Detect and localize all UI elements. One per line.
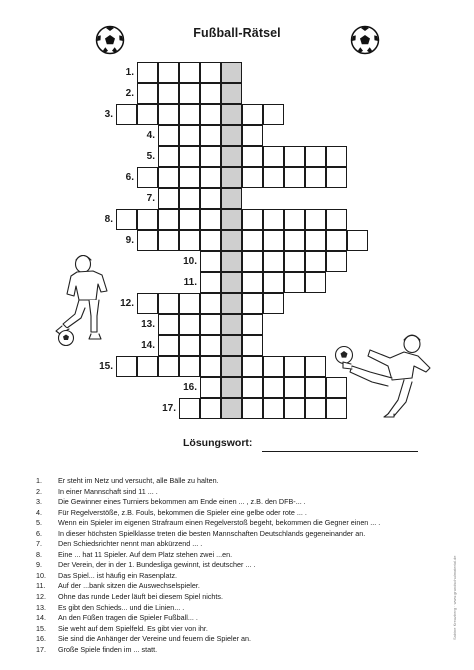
solution-cell[interactable] xyxy=(221,83,242,104)
crossword-cell[interactable] xyxy=(137,62,158,83)
clue-item xyxy=(36,571,456,582)
clue-number: 8. xyxy=(36,549,42,559)
crossword-cell[interactable] xyxy=(158,83,179,104)
clue-number-label: 4. xyxy=(146,130,155,141)
clue-text: Der Verein, der in der 1. Bundesliga gewinnt, ist deutscher ... . xyxy=(58,560,256,570)
clue-number: 1. xyxy=(36,476,42,485)
crossword-cell[interactable] xyxy=(200,146,221,167)
clue-text: Er steht im Netz und versucht, alle Bälle zu halten. xyxy=(58,476,219,485)
clue-number-label: 13. xyxy=(141,319,155,330)
clue-number: 2. xyxy=(36,486,42,496)
crossword-cell[interactable] xyxy=(179,293,200,314)
clue-number: 13. xyxy=(36,602,46,612)
crossword-cell[interactable] xyxy=(137,167,158,188)
solution-cell[interactable] xyxy=(221,125,242,146)
clue-item xyxy=(36,518,456,529)
crossword-cell[interactable] xyxy=(305,209,326,230)
clue-number: 9. xyxy=(36,560,42,570)
crossword-cell[interactable] xyxy=(137,209,158,230)
crossword-cell[interactable] xyxy=(305,377,326,398)
clue-number: 5. xyxy=(36,518,42,528)
crossword-cell[interactable] xyxy=(242,377,263,398)
crossword-cell[interactable] xyxy=(242,335,263,356)
crossword-cell[interactable] xyxy=(305,251,326,272)
solution-cell[interactable] xyxy=(221,314,242,335)
crossword-cell[interactable] xyxy=(200,377,221,398)
crossword-cell[interactable] xyxy=(179,62,200,83)
clue-number-label: 8. xyxy=(104,214,113,225)
crossword-cell[interactable] xyxy=(263,293,284,314)
crossword-cell[interactable] xyxy=(158,230,179,251)
clue-item xyxy=(36,508,456,519)
clue-item xyxy=(36,539,456,550)
crossword-cell[interactable] xyxy=(242,272,263,293)
crossword-cell[interactable] xyxy=(179,314,200,335)
solution-cell[interactable] xyxy=(221,230,242,251)
clue-number-label: 3. xyxy=(104,109,113,120)
clue-number-label: 6. xyxy=(125,172,134,183)
crossword-cell[interactable] xyxy=(305,356,326,377)
clue-number-label: 1. xyxy=(125,67,134,78)
clue-text: Die Gewinner eines Turniers bekommen am Ende einen ... , z.B. den DFB-... . xyxy=(58,497,306,507)
crossword-cell[interactable] xyxy=(263,230,284,251)
crossword-cell[interactable] xyxy=(284,356,305,377)
clue-number-label: 17. xyxy=(162,403,176,414)
clue-text: Auf der ...bank sitzen die Auswechselspieler. xyxy=(58,581,200,591)
crossword-cell[interactable] xyxy=(179,83,200,104)
crossword-cell[interactable] xyxy=(200,272,221,293)
clue-text: Wenn ein Spieler im eigenen Strafraum einen Regelverstoß begeht, bekommen die Gegner einen ... . xyxy=(58,518,381,528)
crossword-cell[interactable] xyxy=(263,398,284,419)
clue-text: Das Spiel... ist häufig ein Rasenplatz. xyxy=(58,570,178,580)
clue-item xyxy=(36,581,456,592)
crossword-cell[interactable] xyxy=(137,83,158,104)
crossword-cell[interactable] xyxy=(158,293,179,314)
clue-number: 11. xyxy=(36,581,46,591)
clue-number: 16. xyxy=(36,634,46,644)
clue-number: 7. xyxy=(36,539,42,549)
crossword-cell[interactable] xyxy=(116,209,137,230)
solution-cell[interactable] xyxy=(221,146,242,167)
clue-item xyxy=(36,592,456,603)
clue-text: In einer Mannschaft sind 11 ... . xyxy=(58,486,158,496)
crossword-cell[interactable] xyxy=(158,62,179,83)
clue-text: Eine ... hat 11 Spieler. Auf dem Platz stehen zwei ...en. xyxy=(58,549,233,559)
solution-cell[interactable] xyxy=(221,356,242,377)
clue-number-label: 15. xyxy=(99,361,113,372)
clue-item xyxy=(36,497,456,508)
solution-cell[interactable] xyxy=(221,377,242,398)
clue-number: 3. xyxy=(36,497,42,507)
solution-cell[interactable] xyxy=(221,104,242,125)
clue-number-label: 12. xyxy=(120,298,134,309)
solution-cell[interactable] xyxy=(221,272,242,293)
crossword-cell[interactable] xyxy=(263,251,284,272)
crossword-cell[interactable] xyxy=(263,209,284,230)
crossword-cell[interactable] xyxy=(137,230,158,251)
crossword-cell[interactable] xyxy=(284,209,305,230)
crossword-cell[interactable] xyxy=(284,251,305,272)
crossword-cell[interactable] xyxy=(200,83,221,104)
crossword-cell[interactable] xyxy=(137,293,158,314)
crossword-cell[interactable] xyxy=(116,356,137,377)
clue-number: 4. xyxy=(36,507,42,517)
crossword-cell[interactable] xyxy=(137,104,158,125)
clue-number: 6. xyxy=(36,528,42,538)
crossword-cell[interactable] xyxy=(284,167,305,188)
crossword-cell[interactable] xyxy=(158,314,179,335)
clue-number-label: 16. xyxy=(183,382,197,393)
crossword-cell[interactable] xyxy=(179,209,200,230)
crossword-cell[interactable] xyxy=(263,167,284,188)
crossword-cell[interactable] xyxy=(200,251,221,272)
crossword-cell[interactable] xyxy=(242,293,263,314)
crossword-cell[interactable] xyxy=(200,62,221,83)
crossword-cell[interactable] xyxy=(179,398,200,419)
clue-number-label: 9. xyxy=(125,235,134,246)
crossword-cell[interactable] xyxy=(158,104,179,125)
clue-item xyxy=(36,550,456,561)
crossword-cell[interactable] xyxy=(242,251,263,272)
clue-item xyxy=(36,487,456,498)
crossword-cell[interactable] xyxy=(326,230,347,251)
crossword-cell[interactable] xyxy=(242,209,263,230)
crossword-cell[interactable] xyxy=(263,356,284,377)
clue-item xyxy=(36,624,456,635)
clue-item xyxy=(36,603,456,614)
clue-number-label: 10. xyxy=(183,256,197,267)
crossword-cell[interactable] xyxy=(200,125,221,146)
clue-number: 12. xyxy=(36,592,46,602)
clue-list xyxy=(36,476,456,655)
crossword-cell[interactable] xyxy=(326,146,347,167)
clue-number-label: 2. xyxy=(125,88,134,99)
crossword-cell[interactable] xyxy=(179,335,200,356)
clue-number-label: 11. xyxy=(183,277,197,288)
crossword-cell[interactable] xyxy=(284,377,305,398)
crossword-cell[interactable] xyxy=(242,398,263,419)
solution-word-label: Lösungswort: xyxy=(183,437,253,449)
crossword-cell[interactable] xyxy=(284,398,305,419)
clue-text: Sie sind die Anhänger der Vereine und feuern die Spieler an. xyxy=(58,634,252,644)
crossword-cell[interactable] xyxy=(179,146,200,167)
clue-item xyxy=(36,560,456,571)
crossword-cell[interactable] xyxy=(158,335,179,356)
crossword-cell[interactable] xyxy=(179,104,200,125)
crossword-cell[interactable] xyxy=(263,146,284,167)
crossword-cell[interactable] xyxy=(200,356,221,377)
clue-number-label: 14. xyxy=(141,340,155,351)
crossword-cell[interactable] xyxy=(242,230,263,251)
clue-number-label: 7. xyxy=(146,193,155,204)
crossword-cell[interactable] xyxy=(305,272,326,293)
crossword-cell[interactable] xyxy=(158,167,179,188)
crossword-cell[interactable] xyxy=(200,188,221,209)
crossword-cell[interactable] xyxy=(200,398,221,419)
crossword-cell[interactable] xyxy=(179,230,200,251)
boy-dribbling-ball-illustration xyxy=(50,252,112,348)
solution-cell[interactable] xyxy=(221,188,242,209)
worksheet-title: Fußball-Rätsel xyxy=(193,26,281,40)
crossword-cell[interactable] xyxy=(158,209,179,230)
solution-cell[interactable] xyxy=(221,335,242,356)
crossword-cell[interactable] xyxy=(284,146,305,167)
solution-word-field[interactable] xyxy=(262,451,418,452)
solution-cell[interactable] xyxy=(221,251,242,272)
clue-text: Sie weht auf dem Spielfeld. Es gibt vier von ihr. xyxy=(58,623,208,633)
crossword-cell[interactable] xyxy=(305,398,326,419)
clue-item xyxy=(36,613,456,624)
clue-number: 14. xyxy=(36,613,46,623)
crossword-cell[interactable] xyxy=(179,188,200,209)
crossword-cell[interactable] xyxy=(284,272,305,293)
clue-text: In dieser höchsten Spielklasse treten die besten Mannschaften Deutschlands gegeneinander an. xyxy=(58,528,366,538)
crossword-cell[interactable] xyxy=(242,356,263,377)
clue-item xyxy=(36,645,456,656)
clue-item xyxy=(36,634,456,645)
clue-text: Große Spiele finden im ... statt. xyxy=(58,644,158,654)
publisher-credit: Sabine Kreuzberg · www.grundschulmaterial.de xyxy=(452,555,457,640)
crossword-cell[interactable] xyxy=(158,125,179,146)
crossword-cell[interactable] xyxy=(158,146,179,167)
crossword-cell[interactable] xyxy=(305,230,326,251)
crossword-cell[interactable] xyxy=(263,104,284,125)
solution-cell[interactable] xyxy=(221,167,242,188)
clue-item xyxy=(36,476,456,487)
crossword-cell[interactable] xyxy=(116,104,137,125)
solution-cell[interactable] xyxy=(221,293,242,314)
crossword-cell[interactable] xyxy=(305,167,326,188)
clue-text: Den Schiedsrichter nennt man abkürzend ... . xyxy=(58,539,203,549)
crossword-cell[interactable] xyxy=(179,167,200,188)
crossword-cell[interactable] xyxy=(200,104,221,125)
clue-number: 17. xyxy=(36,644,46,654)
crossword-cell[interactable] xyxy=(179,125,200,146)
clue-text: Für Regelverstöße, z.B. Fouls, bekommen die Spieler eine gelbe oder rote ... . xyxy=(58,507,307,517)
crossword-cell[interactable] xyxy=(326,251,347,272)
clue-number: 15. xyxy=(36,623,46,633)
crossword-cell[interactable] xyxy=(137,356,158,377)
crossword-cell[interactable] xyxy=(242,314,263,335)
clue-item xyxy=(36,529,456,540)
crossword-cell[interactable] xyxy=(158,356,179,377)
crossword-cell[interactable] xyxy=(326,209,347,230)
crossword-cell[interactable] xyxy=(284,230,305,251)
crossword-cell[interactable] xyxy=(263,377,284,398)
crossword-cell[interactable] xyxy=(200,314,221,335)
clue-text: Ohne das runde Leder läuft bei diesem Spiel nichts. xyxy=(58,592,224,602)
crossword-cell[interactable] xyxy=(242,125,263,146)
solution-cell[interactable] xyxy=(221,62,242,83)
clue-number: 10. xyxy=(36,570,46,580)
clue-text: An den Füßen tragen die Spieler Fußball... . xyxy=(58,613,198,623)
crossword-cell[interactable] xyxy=(305,146,326,167)
crossword-cell[interactable] xyxy=(242,146,263,167)
boy-kicking-ball-illustration xyxy=(332,328,440,420)
clue-number-label: 5. xyxy=(146,151,155,162)
crossword-cell[interactable] xyxy=(242,104,263,125)
crossword-cell[interactable] xyxy=(158,188,179,209)
crossword-cell[interactable] xyxy=(200,335,221,356)
solution-cell[interactable] xyxy=(221,398,242,419)
crossword-cell[interactable] xyxy=(179,356,200,377)
clue-text: Es gibt den Schieds... und die Linien... . xyxy=(58,602,185,612)
crossword-cell[interactable] xyxy=(200,209,221,230)
crossword-cell[interactable] xyxy=(326,167,347,188)
solution-cell[interactable] xyxy=(221,209,242,230)
crossword-cell[interactable] xyxy=(200,167,221,188)
crossword-cell[interactable] xyxy=(242,167,263,188)
crossword-cell[interactable] xyxy=(263,272,284,293)
crossword-cell[interactable] xyxy=(200,293,221,314)
crossword-cell[interactable] xyxy=(347,230,368,251)
crossword-cell[interactable] xyxy=(200,230,221,251)
